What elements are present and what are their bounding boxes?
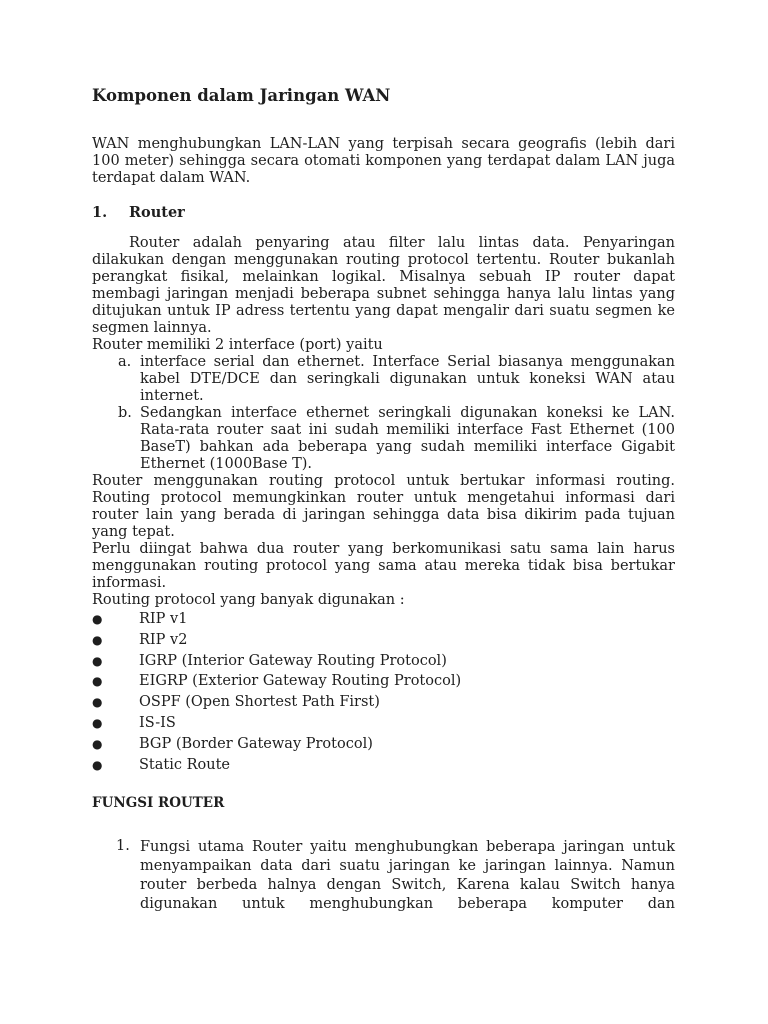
list-marker: 1. bbox=[116, 838, 130, 855]
list-item-text: EIGRP (Exterior Gateway Routing Protocol) bbox=[139, 673, 462, 690]
list-marker: a. bbox=[118, 354, 132, 370]
fungsi-list bbox=[92, 838, 675, 914]
section-title: Router bbox=[129, 204, 185, 221]
bullet-icon: ● bbox=[92, 757, 103, 772]
interface-intro: Router memiliki 2 interface (port) yaitu bbox=[92, 337, 383, 353]
protocols-intro: Routing protocol yang banyak digunakan : bbox=[92, 592, 405, 608]
list-item-text: IS-IS bbox=[139, 714, 176, 731]
routing-protocol-paragraph: Router menggunakan routing protocol untuk bertukar informasi routing. Routing protocol memungkinkan router untuk mengetahui informasi dari router lain yang berada di jaringan sehingga data bisa dikirim pada tujuan yang tepat. bbox=[92, 473, 675, 540]
list-item-text: BGP (Border Gateway Protocol) bbox=[139, 735, 373, 752]
router-definition-paragraph: Router adalah penyaring atau filter lalu lintas data. Penyaringan dilakukan dengan menggunakan routing protocol tertentu. Router bukanlah perangkat fisikal, melainkan logikal. Misalnya sebuah IP router dapat membagi jaringan menjadi beberapa subnet sehingga hanya lalu lintas yang ditujukan untuk IP adress tertentu yang dapat mengalir dari suatu segmen ke segmen lainnya. bbox=[92, 235, 675, 336]
list-item-text: IGRP (Interior Gateway Routing Protocol) bbox=[139, 652, 447, 669]
intro-paragraph: WAN menghubungkan LAN-LAN yang terpisah secara geografis (lebih dari 100 meter) sehingga secara otomati komponen yang terdapat dalam LAN juga terdapat dalam WAN. bbox=[92, 136, 675, 186]
document-title: Komponen dalam Jaringan WAN bbox=[92, 86, 391, 105]
list-item-text: interface serial dan ethernet. Interface Serial biasanya menggunakan kabel DTE/DCE dan seringkali digunakan untuk koneksi WAN atau internet. bbox=[140, 354, 675, 404]
list-item bbox=[92, 630, 675, 651]
list-item-text: OSPF (Open Shortest Path First) bbox=[139, 694, 380, 711]
document-body bbox=[92, 86, 675, 914]
section-heading-router bbox=[92, 204, 675, 221]
list-item-text: RIP v1 bbox=[139, 611, 188, 627]
list-item-text: Static Route bbox=[139, 756, 230, 773]
list-item bbox=[92, 755, 675, 776]
interface-list bbox=[92, 354, 675, 473]
list-marker: b. bbox=[118, 405, 132, 421]
fungsi-router-heading: FUNGSI ROUTER bbox=[92, 795, 225, 812]
list-item bbox=[92, 692, 675, 713]
same-protocol-paragraph: Perlu diingat bahwa dua router yang berkomunikasi satu sama lain harus menggunakan routing protocol yang sama atau mereka tidak bisa bertukar informasi. bbox=[92, 541, 675, 591]
list-item bbox=[92, 671, 675, 692]
list-item bbox=[92, 405, 675, 473]
bullet-icon: ● bbox=[92, 736, 103, 751]
list-item bbox=[92, 609, 675, 630]
bullet-icon: ● bbox=[92, 653, 103, 668]
bullet-icon: ● bbox=[92, 612, 103, 626]
list-item-text: Sedangkan interface ethernet seringkali digunakan koneksi ke LAN. Rata-rata router saat ini sudah memiliki interface Fast Ethernet (100 BaseT) bahkan ada beberapa yang sudah memiliki interface Gigabit Ethernet (1000Base T). bbox=[140, 405, 675, 472]
bullet-icon: ● bbox=[92, 715, 103, 730]
list-item bbox=[92, 354, 675, 405]
list-item bbox=[92, 734, 675, 755]
list-item bbox=[92, 651, 675, 672]
list-item-text: Fungsi utama Router yaitu menghubungkan beberapa jaringan untuk menyampaikan data dari suatu jaringan ke jaringan lainnya. Namun router berbeda halnya dengan Switch, Karena kalau Switch hanya digunakan untuk menghubungkan beberapa komputer dan bbox=[140, 839, 675, 913]
list-item bbox=[92, 713, 675, 734]
bullet-icon: ● bbox=[92, 674, 103, 689]
list-item-text: RIP v2 bbox=[139, 631, 188, 648]
protocol-bullet-list bbox=[92, 609, 675, 775]
section-number: 1. bbox=[92, 204, 108, 221]
bullet-icon: ● bbox=[92, 695, 103, 710]
list-item bbox=[92, 838, 675, 914]
bullet-icon: ● bbox=[92, 632, 103, 647]
